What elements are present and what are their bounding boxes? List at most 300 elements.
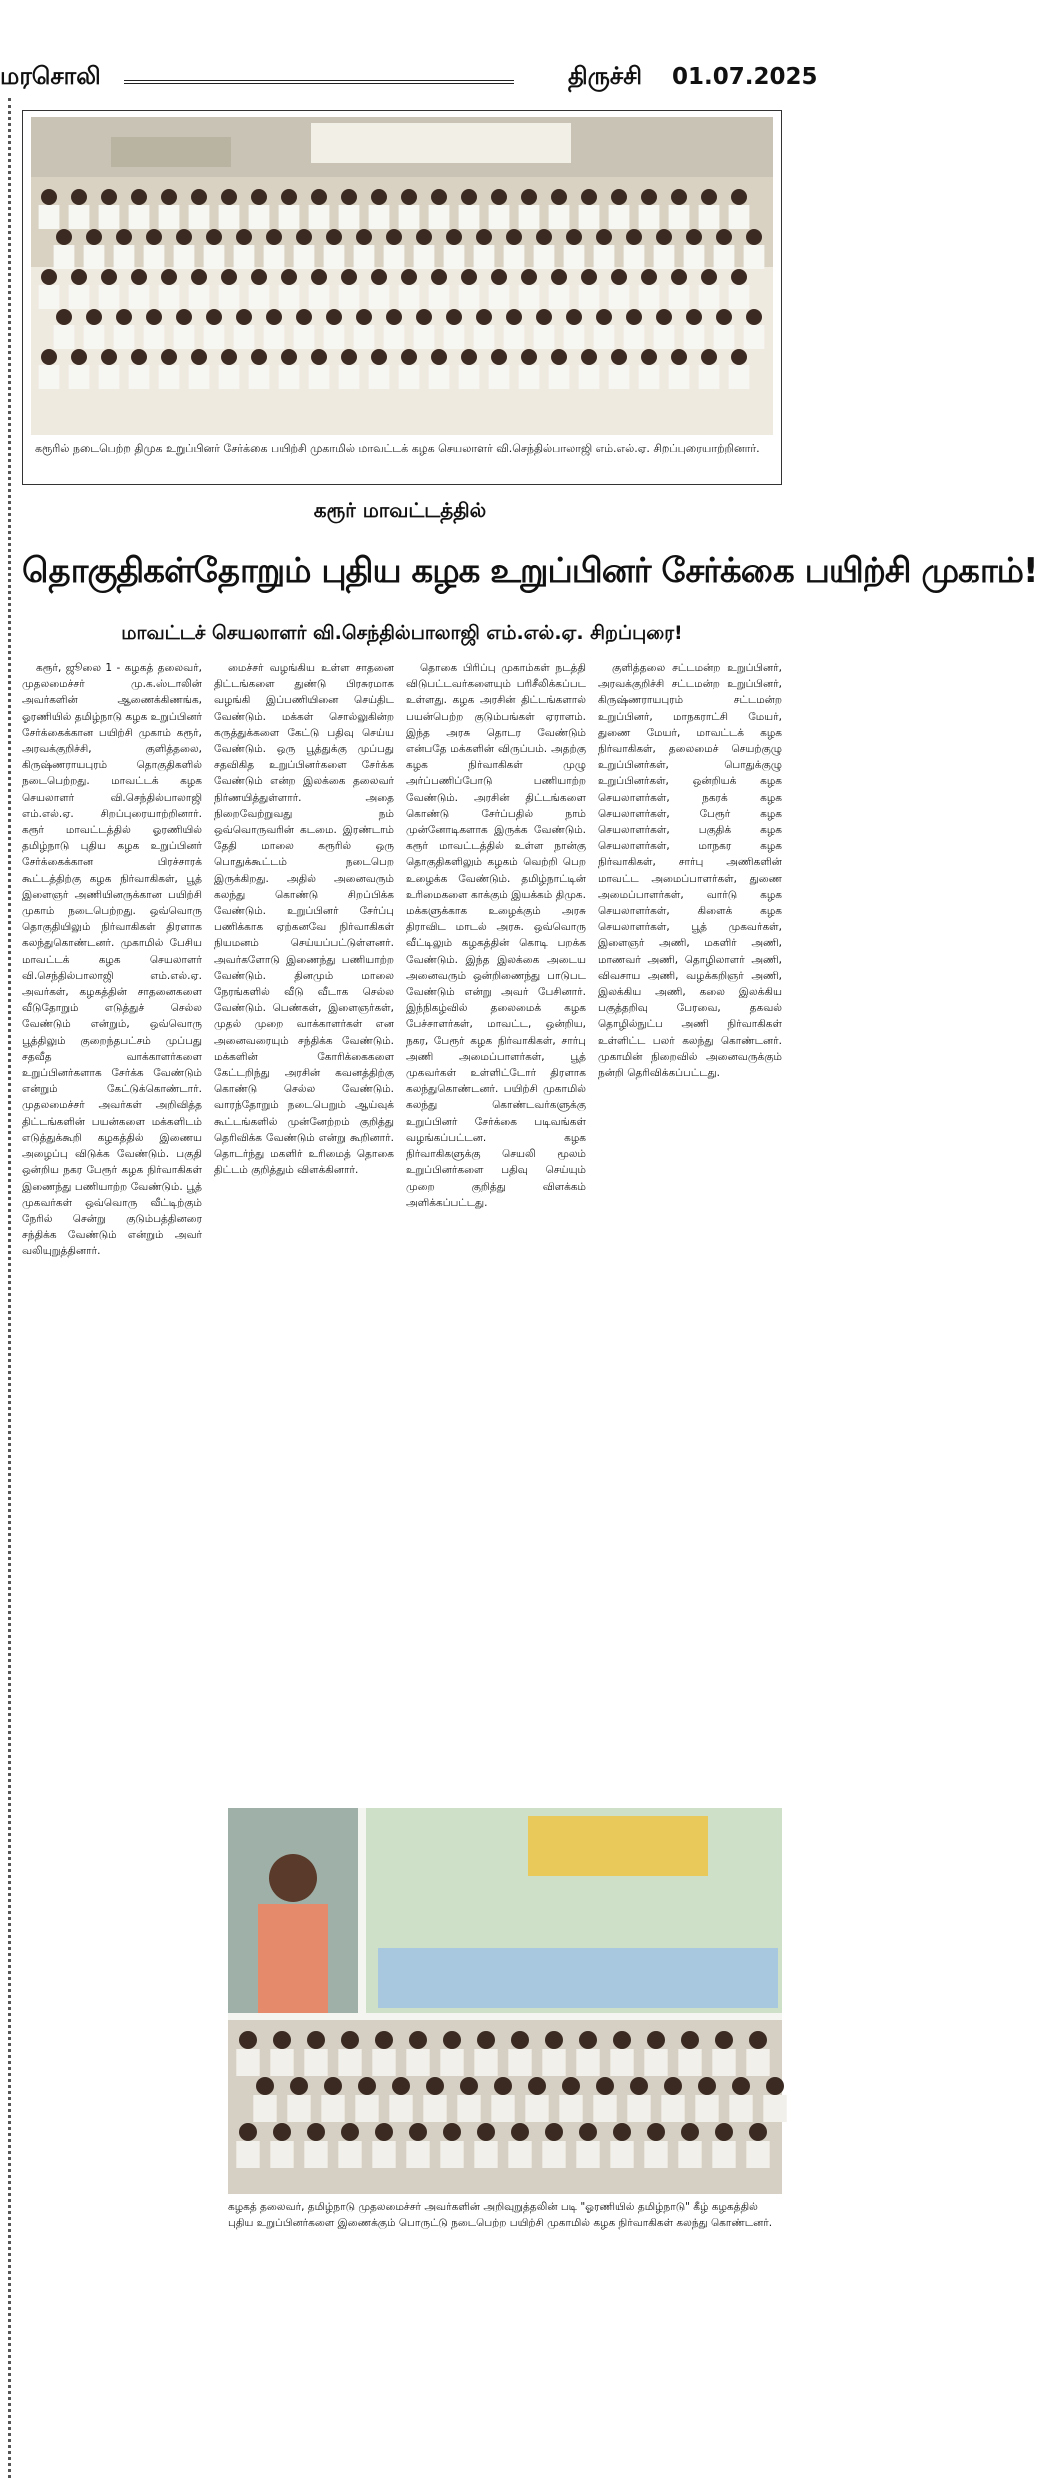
- person-head: [521, 189, 537, 205]
- person-head: [101, 269, 117, 285]
- person-figure: [234, 325, 255, 349]
- person-figure: [174, 245, 195, 269]
- person-figure: [399, 365, 420, 389]
- person-figure: [236, 2049, 259, 2076]
- person-head: [326, 309, 342, 325]
- person-figure: [114, 325, 135, 349]
- person-figure: [542, 2049, 565, 2076]
- person-figure: [99, 365, 120, 389]
- bottom-photo-frame: [228, 1808, 782, 2272]
- person-figure: [504, 325, 525, 349]
- person-figure: [406, 2141, 429, 2168]
- person-head: [746, 309, 762, 325]
- person-figure: [654, 325, 675, 349]
- person-head: [416, 309, 432, 325]
- person-figure: [639, 285, 660, 309]
- person-figure: [339, 205, 360, 229]
- person-figure: [763, 2095, 786, 2122]
- person-head: [386, 229, 402, 245]
- person-figure: [129, 205, 150, 229]
- person-figure: [627, 2095, 650, 2122]
- person-head: [356, 229, 372, 245]
- person-head: [371, 269, 387, 285]
- person-figure: [384, 245, 405, 269]
- person-head: [611, 189, 627, 205]
- person-figure: [593, 2095, 616, 2122]
- article-column-1: [22, 660, 202, 2460]
- person-figure: [712, 2049, 735, 2076]
- person-figure: [699, 205, 720, 229]
- person-figure: [644, 2141, 667, 2168]
- person-figure: [624, 245, 645, 269]
- person-head: [401, 189, 417, 205]
- person-figure: [444, 245, 465, 269]
- person-head: [494, 2077, 512, 2095]
- person-figure: [459, 285, 480, 309]
- person-figure: [309, 365, 330, 389]
- person-figure: [287, 2095, 310, 2122]
- person-head: [341, 189, 357, 205]
- person-figure: [414, 245, 435, 269]
- person-head: [647, 2123, 665, 2141]
- article-kicker: கரூர் மாவட்டத்தில்: [313, 498, 487, 522]
- person-head: [256, 2077, 274, 2095]
- person-figure: [321, 2095, 344, 2122]
- person-head: [101, 349, 117, 365]
- person-figure: [534, 245, 555, 269]
- person-figure: [369, 365, 390, 389]
- person-head: [273, 2123, 291, 2141]
- person-figure: [339, 285, 360, 309]
- person-head: [290, 2077, 308, 2095]
- person-figure: [54, 325, 75, 349]
- person-figure: [159, 285, 180, 309]
- person-head: [358, 2077, 376, 2095]
- person-head: [511, 2123, 529, 2141]
- person-head: [266, 309, 282, 325]
- person-head: [86, 309, 102, 325]
- person-figure: [69, 285, 90, 309]
- person-head: [551, 189, 567, 205]
- person-figure: [279, 285, 300, 309]
- person-head: [266, 229, 282, 245]
- person-figure: [444, 325, 465, 349]
- person-head: [191, 189, 207, 205]
- person-figure: [669, 205, 690, 229]
- person-figure: [744, 325, 765, 349]
- person-figure: [519, 365, 540, 389]
- person-head: [41, 349, 57, 365]
- person-head: [131, 189, 147, 205]
- person-head: [491, 349, 507, 365]
- person-figure: [249, 365, 270, 389]
- person-head: [356, 309, 372, 325]
- person-figure: [594, 325, 615, 349]
- person-figure: [684, 325, 705, 349]
- person-head: [311, 269, 327, 285]
- person-figure: [639, 205, 660, 229]
- person-head: [716, 229, 732, 245]
- person-figure: [324, 245, 345, 269]
- person-head: [732, 2077, 750, 2095]
- person-head: [715, 2031, 733, 2049]
- person-head: [641, 349, 657, 365]
- person-figure: [39, 205, 60, 229]
- person-figure: [610, 2141, 633, 2168]
- column-text: கரூர், ஜூலை 1 - கழகத் தலைவர், முதலமைச்சர் மு.க.ஸ்டாலின் அவர்களின் ஆணைக்கிணங்க, ஓரணியில் தமிழ்நாடு கழக உறுப்பினர் சேர்க்கைக்கான பயிற்சி முகாம் கரூர், அரவக்குறிச்சி, குளித்தலை, கிருஷ்ணராயபுரம் தொகுதிகளில் நடைபெற்றது. மாவட்டக் கழக செயலாளர் வி.செந்தில்பாலாஜி எம்.எல்.ஏ. சிறப்புரையாற்றினார். கரூர் மாவட்டத்தில் ஓரணியில் தமிழ்நாடு புதிய கழக உறுப்பினர் சேர்க்கைக்கான பிரச்சாரக் கூட்டத்திற்கு கழக நிர்வாகிகள், பூத் இளைஞர் அணியினருக்கான பயிற்சி முகாம் நடைபெற்றது. ஒவ்வொரு தொகுதியிலும் நிர்வாகிகள் திரளாக கலந்துகொண்டனர். முகாமில் பேசிய மாவட்டக் கழக செயலாளர் வி.செந்தில்பாலாஜி எம்.எல்.ஏ. அவர்கள், கழகத்தின் சாதனைகளை வீடுதோறும் எடுத்துச் செல்ல வேண்டும் என்றும், ஒவ்வொரு பூத்திலும் குறைந்தபட்சம் முப்பது சதவீத வாக்காளர்களை உறுப்பினர்களாக சேர்க்க வேண்டும் என்றும் கேட்டுக்கொண்டார். முதலமைச்சர் அவர்கள் அறிவித்த திட்டங்களின் பயன்களை மக்களிடம் எடுத்துக்கூறி கழகத்தில் இணைய அழைப்பு விடுக்க வேண்டும். பகுதி ஒன்றிய நகர பேரூர் கழக நிர்வாகிகள் இணைந்து பணியாற்ற வேண்டும். பூத் முகவர்கள் ஒவ்வொரு வீட்டிற்கும் நேரில் சென்று குடும்பத்தினரை சந்திக்க வேண்டும் என்றும் அவர் வலியுறுத்தினார்.: [22, 662, 202, 1258]
- person-head: [446, 309, 462, 325]
- person-figure: [99, 285, 120, 309]
- person-head: [701, 189, 717, 205]
- person-figure: [270, 2141, 293, 2168]
- person-head: [311, 349, 327, 365]
- person-figure: [369, 285, 390, 309]
- person-head: [686, 309, 702, 325]
- person-head: [664, 2077, 682, 2095]
- person-head: [386, 309, 402, 325]
- article-headline: தொகுதிகள்தோறும் புதிய கழக உறுப்பினர் சேர்க்கை பயிற்சி முகாம்!: [22, 551, 1038, 591]
- person-head: [521, 349, 537, 365]
- person-head: [371, 349, 387, 365]
- person-head: [476, 309, 492, 325]
- person-figure: [304, 2049, 327, 2076]
- person-figure: [144, 325, 165, 349]
- column-border: [8, 98, 18, 2478]
- person-head: [477, 2123, 495, 2141]
- person-figure: [508, 2141, 531, 2168]
- person-head: [749, 2031, 767, 2049]
- person-head: [431, 189, 447, 205]
- person-head: [766, 2077, 784, 2095]
- person-head: [581, 189, 597, 205]
- person-head: [239, 2031, 257, 2049]
- person-figure: [369, 205, 390, 229]
- person-figure: [459, 205, 480, 229]
- person-head: [476, 229, 492, 245]
- person-head: [443, 2031, 461, 2049]
- person-figure: [249, 285, 270, 309]
- person-figure: [549, 205, 570, 229]
- person-figure: [504, 245, 525, 269]
- person-head: [401, 269, 417, 285]
- person-figure: [644, 2049, 667, 2076]
- person-head: [611, 269, 627, 285]
- person-head: [236, 229, 252, 245]
- person-head: [326, 229, 342, 245]
- person-head: [324, 2077, 342, 2095]
- person-figure: [189, 205, 210, 229]
- person-head: [746, 229, 762, 245]
- person-figure: [474, 2049, 497, 2076]
- person-figure: [519, 285, 540, 309]
- person-figure: [489, 205, 510, 229]
- person-head: [566, 229, 582, 245]
- person-head: [551, 269, 567, 285]
- person-head: [375, 2031, 393, 2049]
- person-figure: [84, 325, 105, 349]
- person-head: [409, 2123, 427, 2141]
- masthead-rule: [124, 80, 514, 84]
- person-head: [341, 349, 357, 365]
- person-figure: [249, 205, 270, 229]
- person-head: [715, 2123, 733, 2141]
- person-figure: [579, 365, 600, 389]
- person-head: [731, 189, 747, 205]
- person-figure: [264, 245, 285, 269]
- person-figure: [542, 2141, 565, 2168]
- article-subhead: மாவட்டச் செயலாளர் வி.செந்தில்பாலாஜி எம்.எல்.ஏ. சிறப்புரை!: [121, 622, 683, 644]
- person-figure: [699, 285, 720, 309]
- person-figure: [459, 365, 480, 389]
- bottom-photo-caption: கழகத் தலைவர், தமிழ்நாடு முதலமைச்சர் அவர்களின் அறிவுறுத்தலின் படி "ஓரணியில் தமிழ்நாடு" கீழ் கழகத்தில் புதிய உறுப்பினர்களை இணைக்கும் பொருட்டு நடைபெற்ற பயிற்சி முகாமில் கழக நிர்வாகிகள் கலந்து கொண்டனர்.: [228, 2201, 773, 2229]
- edition-city: திருச்சி: [568, 62, 642, 90]
- person-figure: [304, 2141, 327, 2168]
- person-head: [581, 349, 597, 365]
- person-figure: [144, 245, 165, 269]
- person-head: [236, 309, 252, 325]
- person-head: [371, 189, 387, 205]
- crowd-illustration: [31, 117, 773, 435]
- person-head: [647, 2031, 665, 2049]
- person-figure: [624, 325, 645, 349]
- person-head: [579, 2031, 597, 2049]
- person-head: [281, 189, 297, 205]
- person-figure: [549, 365, 570, 389]
- person-head: [671, 189, 687, 205]
- person-figure: [714, 325, 735, 349]
- person-head: [545, 2031, 563, 2049]
- person-figure: [159, 365, 180, 389]
- person-head: [491, 269, 507, 285]
- person-figure: [576, 2141, 599, 2168]
- person-figure: [712, 2141, 735, 2168]
- person-head: [613, 2031, 631, 2049]
- person-figure: [669, 365, 690, 389]
- person-head: [596, 2077, 614, 2095]
- person-head: [56, 229, 72, 245]
- person-figure: [429, 285, 450, 309]
- person-figure: [189, 365, 210, 389]
- bottom-photo-collage: [228, 1808, 782, 2194]
- publication-date: 01.07.2025: [672, 64, 818, 90]
- person-head: [311, 189, 327, 205]
- person-figure: [729, 205, 750, 229]
- person-head: [681, 2123, 699, 2141]
- person-figure: [339, 365, 360, 389]
- person-figure: [440, 2141, 463, 2168]
- person-figure: [174, 325, 195, 349]
- person-figure: [508, 2049, 531, 2076]
- person-head: [626, 229, 642, 245]
- person-figure: [236, 2141, 259, 2168]
- person-head: [221, 189, 237, 205]
- person-head: [426, 2077, 444, 2095]
- person-head: [116, 309, 132, 325]
- person-figure: [699, 365, 720, 389]
- person-figure: [399, 285, 420, 309]
- person-figure: [414, 325, 435, 349]
- person-figure: [372, 2141, 395, 2168]
- person-head: [251, 349, 267, 365]
- page-header: [0, 0, 818, 92]
- person-head: [251, 189, 267, 205]
- person-figure: [746, 2141, 769, 2168]
- person-figure: [234, 245, 255, 269]
- person-head: [341, 2031, 359, 2049]
- person-head: [131, 349, 147, 365]
- person-head: [71, 269, 87, 285]
- person-head: [701, 269, 717, 285]
- person-figure: [474, 245, 495, 269]
- person-head: [641, 269, 657, 285]
- person-head: [41, 189, 57, 205]
- person-figure: [270, 2049, 293, 2076]
- person-figure: [355, 2095, 378, 2122]
- person-figure: [354, 245, 375, 269]
- article-column-4: [598, 660, 782, 1800]
- person-figure: [549, 285, 570, 309]
- person-figure: [399, 205, 420, 229]
- person-head: [161, 269, 177, 285]
- person-figure: [324, 325, 345, 349]
- person-head: [239, 2123, 257, 2141]
- person-figure: [525, 2095, 548, 2122]
- person-head: [446, 229, 462, 245]
- person-figure: [661, 2095, 684, 2122]
- person-head: [701, 349, 717, 365]
- person-head: [206, 229, 222, 245]
- person-figure: [389, 2095, 412, 2122]
- person-head: [191, 349, 207, 365]
- person-head: [596, 309, 612, 325]
- person-head: [221, 349, 237, 365]
- person-figure: [69, 365, 90, 389]
- person-figure: [519, 205, 540, 229]
- person-head: [536, 309, 552, 325]
- person-figure: [279, 365, 300, 389]
- person-figure: [746, 2049, 769, 2076]
- person-figure: [129, 285, 150, 309]
- person-figure: [579, 285, 600, 309]
- person-figure: [39, 365, 60, 389]
- person-figure: [384, 325, 405, 349]
- person-figure: [54, 245, 75, 269]
- person-figure: [594, 245, 615, 269]
- person-figure: [204, 325, 225, 349]
- person-head: [460, 2077, 478, 2095]
- person-head: [71, 189, 87, 205]
- person-head: [307, 2123, 325, 2141]
- person-figure: [429, 365, 450, 389]
- person-head: [281, 349, 297, 365]
- person-figure: [309, 205, 330, 229]
- person-head: [375, 2123, 393, 2141]
- person-head: [146, 309, 162, 325]
- masthead: மரசொலி: [0, 62, 101, 90]
- person-figure: [114, 245, 135, 269]
- person-figure: [279, 205, 300, 229]
- person-head: [86, 229, 102, 245]
- person-head: [656, 309, 672, 325]
- person-head: [671, 269, 687, 285]
- person-head: [206, 309, 222, 325]
- person-head: [686, 229, 702, 245]
- person-figure: [564, 325, 585, 349]
- person-figure: [338, 2049, 361, 2076]
- person-figure: [609, 205, 630, 229]
- person-head: [281, 269, 297, 285]
- column-text: குளித்தலை சட்டமன்ற உறுப்பினர், அரவக்குறிச்சி சட்டமன்ற உறுப்பினர், கிருஷ்ணராயபுரம் சட்டமன்ற உறுப்பினர், மாநகராட்சி மேயர், துணை மேயர், மாவட்டக் கழக நிர்வாகிகள், தலைமைச் செயற்குழு உறுப்பினர்கள், பொதுக்குழு உறுப்பினர்கள், ஒன்றியக் கழக செயலாளர்கள், நகரக் கழக செயலாளர்கள், பேரூர் கழக செயலாளர்கள், பகுதிக் கழக செயலாளர்கள், மாநகர கழக நிர்வாகிகள், சார்பு அணிகளின் மாவட்ட அமைப்பாளர்கள், துணை அமைப்பாளர்கள், வார்டு கழக செயலாளர்கள், கிளைக் கழக செயலாளர்கள், பூத் முகவர்கள், இளைஞர் அணி, மகளிர் அணி, மாணவர் அணி, தொழிலாளர் அணி, விவசாய அணி, வழக்கறிஞர் அணி, இலக்கிய அணி, கலை இலக்கிய பகுத்தறிவு பேரவை, தகவல் தொழில்நுட்ப அணி நிர்வாகிகள் உள்ளிட்ட பலர் கலந்து கொண்டனர். முகாமின் நிறைவில் அனைவருக்கும் நன்றி தெரிவிக்கப்பட்டது.: [598, 662, 782, 1080]
- person-figure: [610, 2049, 633, 2076]
- person-head: [749, 2123, 767, 2141]
- person-figure: [129, 365, 150, 389]
- column-text: மைச்சர் வழங்கிய உள்ள சாதனை திட்டங்களை துண்டு பிரசுரமாக வழங்கி இப்பணியினை செய்திட வேண்டும். மக்கள் சொல்லுகின்ற கருத்துக்களை கேட்டு பதிவு செய்ய வேண்டும். ஒரு பூத்துக்கு முப்பது சதவிகித உறுப்பினர்களை சேர்க்க வேண்டும் என்ற இலக்கை தலைவர் நிர்ணயித்துள்ளார். அதை நிறைவேற்றுவது நம் ஒவ்வொருவரின் கடமை. இரண்டாம் தேதி மாலை கரூரில் ஒரு பொதுக்கூட்டம் நடைபெற இருக்கிறது. அதில் அனைவரும் கலந்து கொண்டு சிறப்பிக்க வேண்டும். உறுப்பினர் சேர்ப்பு பணிக்காக ஏற்கனவே நிர்வாகிகள் நியமனம் செய்யப்பட்டுள்ளனர். அவர்களோடு இணைந்து பணியாற்ற வேண்டும். தினமும் மாலை நேரங்களில் வீடு வீடாக செல்ல வேண்டும். பெண்கள், இளைஞர்கள், முதல் முறை வாக்காளர்கள் என அனைவரையும் சந்திக்க வேண்டும். மக்களின் கோரிக்கைகளை கேட்டறிந்து அரசின் கவனத்திற்கு கொண்டு செல்ல வேண்டும். வாரந்தோறும் நடைபெறும் ஆய்வுக் கூட்டங்களில் முன்னேற்றம் குறித்து தெரிவிக்க வேண்டும் என்று கூறினார். தொடர்ந்து மகளிர் உரிமைத் தொகை திட்டம் குறித்தும் விளக்கினார்.: [214, 662, 394, 1177]
- person-head: [161, 349, 177, 365]
- person-figure: [559, 2095, 582, 2122]
- person-head: [251, 269, 267, 285]
- person-figure: [423, 2095, 446, 2122]
- person-head: [392, 2077, 410, 2095]
- person-head: [611, 349, 627, 365]
- person-figure: [84, 245, 105, 269]
- person-head: [545, 2123, 563, 2141]
- person-head: [511, 2031, 529, 2049]
- person-figure: [159, 205, 180, 229]
- person-figure: [253, 2095, 276, 2122]
- person-head: [296, 309, 312, 325]
- person-head: [116, 229, 132, 245]
- person-head: [307, 2031, 325, 2049]
- person-head: [630, 2077, 648, 2095]
- person-head: [491, 189, 507, 205]
- person-figure: [579, 205, 600, 229]
- person-head: [176, 309, 192, 325]
- person-head: [521, 269, 537, 285]
- person-figure: [429, 205, 450, 229]
- person-figure: [99, 205, 120, 229]
- person-head: [131, 269, 147, 285]
- person-figure: [69, 205, 90, 229]
- person-head: [409, 2031, 427, 2049]
- person-head: [341, 2123, 359, 2141]
- person-figure: [294, 245, 315, 269]
- person-figure: [264, 325, 285, 349]
- collage-illustration: [228, 1808, 782, 2194]
- person-figure: [338, 2141, 361, 2168]
- person-figure: [457, 2095, 480, 2122]
- person-head: [613, 2123, 631, 2141]
- person-figure: [474, 2141, 497, 2168]
- person-figure: [204, 245, 225, 269]
- person-head: [41, 269, 57, 285]
- person-figure: [309, 285, 330, 309]
- person-head: [401, 349, 417, 365]
- person-head: [477, 2031, 495, 2049]
- person-figure: [714, 245, 735, 269]
- person-head: [56, 309, 72, 325]
- person-figure: [576, 2049, 599, 2076]
- person-figure: [440, 2049, 463, 2076]
- person-head: [416, 229, 432, 245]
- person-head: [431, 349, 447, 365]
- meeting-photo: [31, 117, 773, 435]
- person-head: [626, 309, 642, 325]
- person-figure: [639, 365, 660, 389]
- person-head: [579, 2123, 597, 2141]
- person-figure: [489, 285, 510, 309]
- person-figure: [695, 2095, 718, 2122]
- person-head: [731, 269, 747, 285]
